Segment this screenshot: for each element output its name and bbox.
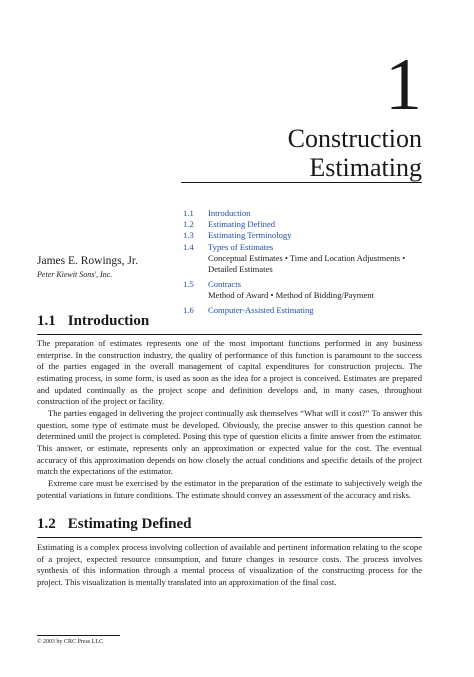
toc-link[interactable]: Estimating Defined: [208, 219, 276, 230]
footnote-rule: [37, 635, 120, 636]
toc-entry[interactable]: [183, 279, 423, 290]
toc-entry[interactable]: [183, 242, 423, 253]
toc-number: 1.2: [183, 219, 194, 230]
author-block: [37, 254, 138, 280]
toc-number: 1.1: [183, 208, 194, 218]
toc-number: 1.4: [183, 241, 194, 252]
section-title: Introduction: [67, 313, 150, 329]
table-of-contents: [183, 208, 423, 316]
paragraph: Estimating is a complex process involving collection of available and pertinent information relating to the scope of a project, expected resource consumption, and future changes in resource costs. The process involves synthesis of this information through a mental process of visualization of the constructing process for the project. This visualization is mentally translated into an approximation of the final cost.: [37, 542, 422, 587]
toc-link[interactable]: Contracts: [208, 278, 241, 289]
section-rule: [37, 537, 422, 538]
paragraph: The preparation of estimates represents one of the most important functions performed in any business enterprise. In the construction industry, the quality of performance of this function is paramount to the success of the parties engaged in the overall management of capital expenditures for construction projects. The estimating process, in some form, is used as soon as the idea for a project is conceived. Estimates are prepared and updated continually as the project scope and definition develops and, in many cases, throughout construction of the project or facility.: [37, 338, 422, 407]
paragraph: Extreme care must be exercised by the estimator in the preparation of the estimate to subjectively weigh the potential variations in future conditions. The estimate should convey an assessment of the accuracy and risks.: [37, 477, 422, 500]
section-title: Estimating Defined: [67, 516, 192, 532]
toc-subtopics: Conceptual Estimates • Time and Location Adjustments • Detailed Estimates: [208, 252, 406, 275]
toc-link[interactable]: Introduction: [208, 208, 251, 218]
section-rule: [37, 334, 422, 335]
chapter-number: 1: [385, 44, 422, 126]
section-number: 1.1: [37, 313, 56, 329]
toc-number: 1.3: [183, 230, 194, 241]
toc-link[interactable]: Estimating Terminology: [208, 230, 292, 241]
toc-number: 1.5: [183, 278, 194, 289]
chapter-title-line1: Construction: [287, 124, 422, 153]
chapter-title: [288, 124, 422, 182]
paragraph: The parties engaged in delivering the project continually ask themselves “What will it cost?” To answer this question, some type of estimate must be developed. Obviously, the precise answer to this question cannot be determined until the project is completed. Posing this type of question elicits a finite answer from the estimator. This answer, or estimate, represents only an approximation or expected value for the cost. The eventual accuracy of this approximation depends on how closely the actual conditions and specific details of the project match the expectations of the estimator.: [37, 407, 422, 477]
author-affiliation: Peter Kiewit Sons', Inc.: [37, 270, 113, 279]
section-number: 1.2: [37, 516, 56, 532]
toc-link[interactable]: Types of Estimates: [208, 241, 274, 252]
toc-link[interactable]: Computer-Assisted Estimating: [208, 304, 314, 315]
chapter-title-line2: Estimating: [309, 153, 422, 182]
toc-entry[interactable]: [183, 230, 423, 241]
toc-entry[interactable]: [183, 208, 423, 219]
toc-subtopics: Method of Award • Method of Bidding/Payment: [208, 289, 374, 300]
author-name: James E. Rowings, Jr.: [37, 255, 138, 267]
toc-entry[interactable]: [183, 305, 423, 316]
toc-number: 1.6: [183, 304, 194, 315]
section-heading: [37, 516, 192, 533]
toc-entry[interactable]: [183, 219, 423, 230]
section-body: [37, 542, 422, 589]
copyright-footnote: © 2003 by CRC Press LLC: [37, 639, 104, 645]
section-body: [37, 338, 422, 501]
title-rule: [181, 182, 422, 183]
section-heading: [37, 313, 149, 330]
